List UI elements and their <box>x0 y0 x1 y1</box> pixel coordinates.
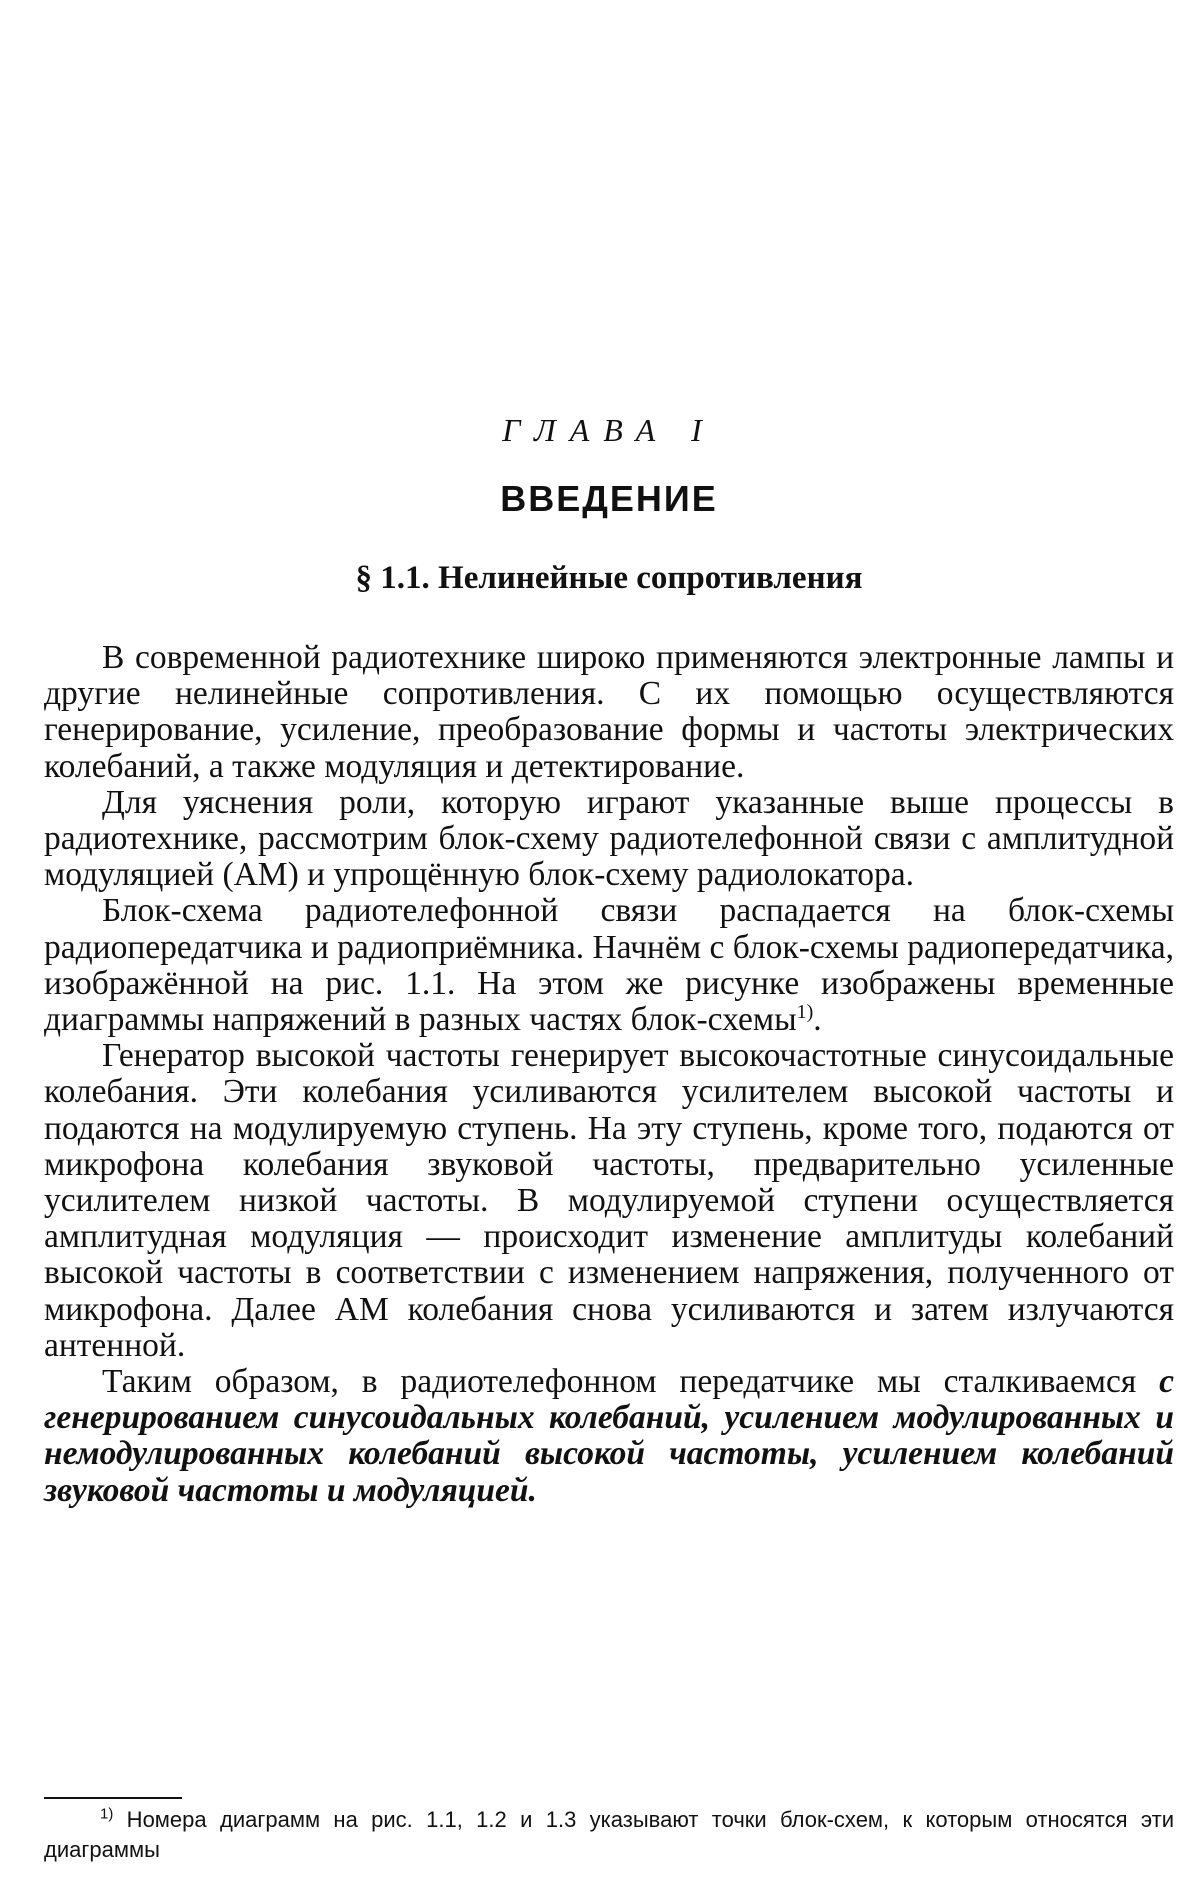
footnote-reference: 1) <box>796 1000 814 1023</box>
body-text <box>44 640 1174 1509</box>
chapter-label: ГЛАВА I <box>502 412 716 448</box>
paragraph-5 <box>44 1364 1174 1509</box>
footnote-paragraph <box>44 1805 1174 1865</box>
paragraph-3 <box>44 893 1174 1038</box>
paragraph-3-text: Блок-схема радиотелефонной связи распадается на блок-схемы радиопередатчика и радиоприёмника. Начнём с блок-схемы радиопередатчика, изображённой на рис. 1.1. На этом же рисунке изображены временные диаграммы напряжений в разных частях блок-схемы <box>44 892 1174 1039</box>
paragraph-5-emphasis: с генерированием синусоидальных колебаний, усилением модулированных и немодулированных колебаний высокой частоты, усилением колебаний звуковой частоты и модуляцией. <box>44 1363 1174 1509</box>
paragraph-3-end: . <box>813 1001 822 1039</box>
paragraph-5-text: Таким образом, в радиотелефонном передатчике мы сталкиваемся <box>102 1363 1160 1401</box>
section-title: § 1.1. Нелинейные сопротивления <box>355 560 863 596</box>
footnote-text: Номера диаграмм на рис. 1.1, 1.2 и 1.3 указывают точки блок-схем, к которым относятся эти диаграммы <box>44 1807 1174 1862</box>
paragraph-4: Генератор высокой частоты генерирует высокочастотные синусоидальные колебания. Эти колебания усиливаются усилителем высокой частоты и подаются на модулируемую ступень. На эту ступень, кроме того, подаются от микрофона колебания звуковой частоты, предварительно усиленные усилителем низкой частоты. В модулируемой ступени осуществляется амплитудная модуляция — происходит изменение амплитуды колебаний высокой частоты в соответствии с изменением напряжения, полученного от микрофона. Далее АМ колебания снова усиливаются и затем излучаются антенной. <box>44 1037 1174 1364</box>
paragraph-1: В современной радиотехнике широко применяются электронные лампы и другие нелинейные сопротивления. С их помощью осуществляются генерирование, усиление, преобразование формы и частоты электрических колебаний, а также модуляция и детектирование. <box>44 639 1174 785</box>
footnote-mark: 1) <box>100 1805 114 1823</box>
chapter-title: ВВЕДЕНИЕ <box>500 478 718 519</box>
paragraph-2: Для уяснения роли, которую играют указанные выше процессы в радиотехнике, рассмотрим блок-схему радиотелефонной связи с амплитудной модуляцией (АМ) и упрощённую блок-схему радиолокатора. <box>44 783 1174 894</box>
book-page <box>44 0 1174 1886</box>
footnote <box>44 1805 1174 1865</box>
footnote-divider <box>44 1797 182 1799</box>
